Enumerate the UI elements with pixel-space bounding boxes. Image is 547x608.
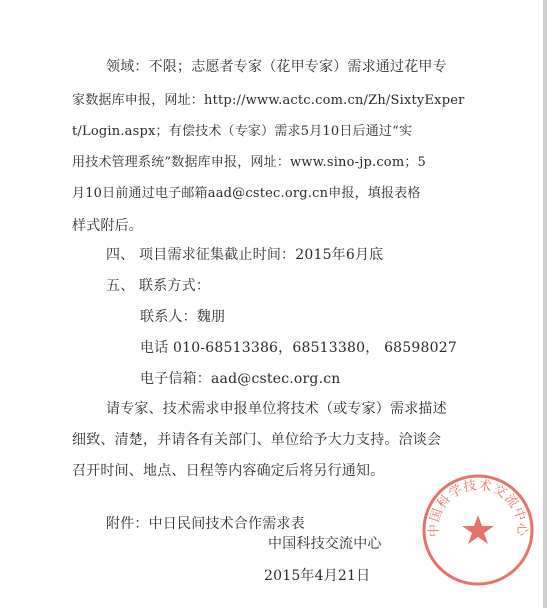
contact-person: 联系人：魏朋 — [140, 309, 226, 325]
paragraph1-line4: 用技术管理系统”数据库申报，网址：www.sino-jp.com；5 — [72, 155, 427, 170]
signature-org: 中国科技交流中心 — [268, 536, 382, 552]
paragraph1-line3: t/Login.aspx；有偿技术（专家）需求5月10日后通过“实 — [72, 124, 413, 139]
contact-email: 电子信箱：aad@cstec.org.cn — [140, 371, 341, 387]
official-stamp-graphic — [418, 470, 538, 590]
paragraph2-line3: 召开时间、地点、日程等内容确定后将另行通知。 — [72, 463, 385, 479]
page-edge — [543, 0, 547, 608]
section4-deadline: 四、 项目需求征集截止时间：2015年6月底 — [106, 247, 384, 263]
attachment-line: 附件：中日民间技术合作需求表 — [106, 516, 305, 532]
svg-text:中国科学技术交流中心: 中国科学技术交流中心 — [426, 478, 530, 538]
paragraph2-line2: 细致、清楚，并请各有关部门、单位给予大力支持。洽谈会 — [72, 432, 442, 448]
paragraph1-line5: 月10日前通过电子邮箱aad@cstec.org.cn申报，填报表格 — [72, 186, 421, 201]
official-stamp — [418, 470, 538, 590]
paragraph2-line1: 请专家、技术需求申报单位将技术（或专家）需求描述 — [106, 401, 447, 417]
section5-heading: 五、 联系方式： — [106, 278, 211, 294]
paragraph1-line2: 家数据库申报，网址：http://www.actc.com.cn/Zh/SixtyExper — [72, 93, 465, 108]
stamp-star-icon — [462, 515, 494, 544]
signature-date: 2015年4月21日 — [264, 568, 371, 584]
paragraph1-line1: 领域：不限；志愿者专家（花甲专家）需求通过花甲专 — [106, 59, 447, 75]
paragraph1-line6: 样式附后。 — [72, 218, 143, 234]
contact-phone: 电话 010-68513386，68513380， 68598027 — [140, 340, 457, 356]
